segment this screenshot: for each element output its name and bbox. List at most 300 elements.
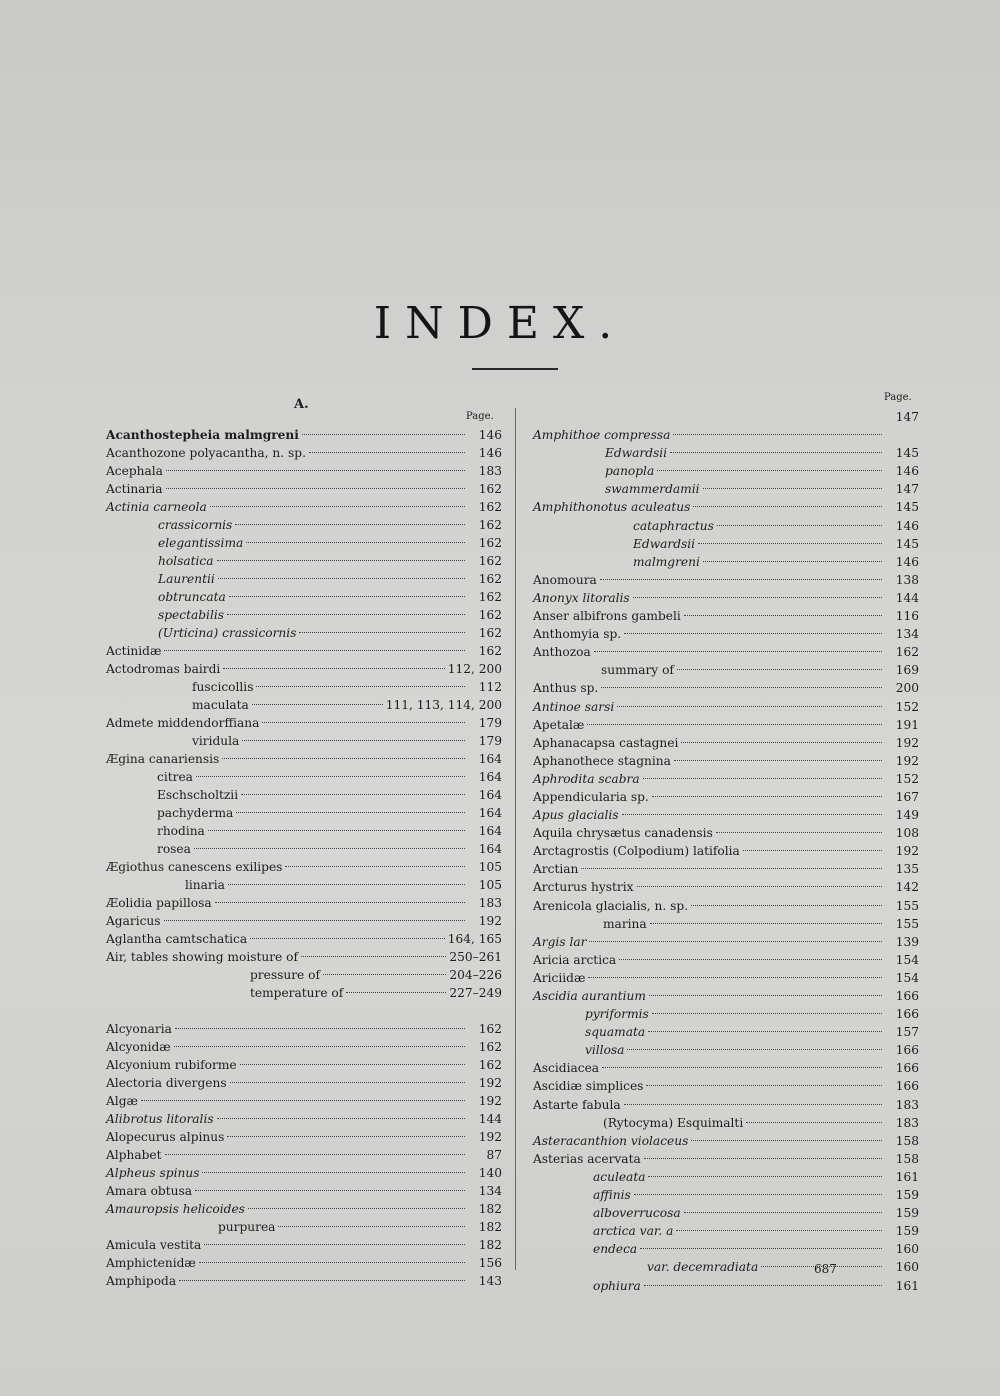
index-entry	[533, 698, 919, 716]
page-ref: 162	[478, 518, 502, 532]
page-ref: 183	[478, 896, 502, 910]
index-entry	[106, 1110, 502, 1128]
index-entry	[106, 1038, 502, 1056]
leader-dots	[681, 742, 882, 743]
index-term: Alcyonidæ	[106, 1040, 171, 1054]
index-term: Actinaria	[106, 482, 163, 496]
index-term: obtruncata	[158, 590, 226, 604]
leader-dots	[602, 1067, 882, 1068]
page-ref: 200	[895, 681, 919, 696]
index-term: panopla	[605, 464, 655, 479]
page-ref: 147	[895, 410, 919, 424]
index-term: maculata	[192, 698, 249, 712]
page-ref: 159	[895, 1224, 919, 1239]
index-term: Amphithonotus aculeatus	[533, 500, 691, 515]
page-ref: 156	[478, 1256, 502, 1270]
leader-dots	[589, 941, 882, 942]
page-ref: 155	[895, 898, 919, 913]
page-ref: 135	[895, 862, 919, 877]
index-term: var. decemradiata	[647, 1260, 759, 1275]
leader-dots	[716, 832, 882, 833]
page-ref: 183	[895, 1115, 919, 1130]
index-entry	[106, 1092, 502, 1110]
page-ref: 162	[478, 572, 502, 586]
index-entry	[106, 642, 502, 660]
leader-dots	[691, 905, 882, 906]
index-term: Air, tables showing moisture of	[106, 950, 298, 964]
index-term: summary of	[601, 663, 674, 678]
page-ref: 183	[478, 464, 502, 478]
index-term: Anthomyia sp.	[533, 627, 622, 642]
index-term: viridula	[192, 734, 240, 748]
index-entry	[533, 878, 919, 896]
index-term: Acephala	[106, 464, 163, 478]
index-entry	[533, 589, 919, 607]
index-term: fuscicollis	[192, 680, 254, 694]
leader-dots	[165, 1154, 465, 1155]
index-entry	[533, 643, 919, 661]
index-entry	[106, 624, 502, 642]
section-letter: A.	[294, 397, 309, 412]
index-entry	[533, 1096, 919, 1114]
page-ref: 183	[895, 1097, 919, 1112]
leader-dots	[252, 704, 383, 705]
page-ref: 108	[895, 826, 919, 841]
index-entry	[533, 860, 919, 878]
leader-dots	[301, 956, 446, 957]
index-term: Alphabet	[106, 1148, 162, 1162]
leader-dots	[235, 524, 465, 525]
leader-dots	[703, 488, 882, 489]
index-term: Arctagrostis (Colpodium) latifolia	[533, 844, 740, 859]
index-term: Algæ	[106, 1094, 138, 1108]
index-term: citrea	[157, 770, 193, 784]
index-term: Anomoura	[533, 572, 597, 587]
index-entry	[106, 678, 502, 696]
index-term: Amphipoda	[106, 1274, 177, 1288]
index-term: temperature of	[250, 986, 344, 1000]
page-ref: 152	[895, 771, 919, 786]
index-entry	[106, 444, 502, 462]
index-entry	[106, 552, 502, 570]
leader-dots	[677, 669, 882, 670]
index-entry	[533, 462, 919, 480]
index-entry	[533, 408, 919, 426]
leader-dots	[670, 452, 882, 453]
page-ref: 164, 165	[447, 932, 502, 946]
index-term: Edwardsii	[633, 536, 696, 551]
page-ref: 116	[895, 609, 919, 624]
page-column-header-right: Page.	[884, 392, 912, 403]
index-entry	[533, 842, 919, 860]
index-term: (Rytocyma) Esquimalti	[603, 1115, 744, 1130]
page-ref: 134	[895, 627, 919, 642]
index-term: Arctian	[533, 862, 579, 877]
leader-dots	[627, 1049, 882, 1050]
index-entry	[106, 948, 502, 966]
index-entry	[533, 1277, 919, 1295]
index-term: swammerdamii	[605, 482, 700, 497]
index-entry	[533, 426, 919, 444]
index-term: Actinia carneola	[106, 500, 207, 514]
page-ref: 155	[895, 916, 919, 931]
index-term: affinis	[593, 1188, 631, 1203]
index-term: Amauropsis helicoides	[106, 1202, 245, 1216]
page-ref: 192	[478, 1076, 502, 1090]
page-ref: 142	[895, 880, 919, 895]
index-term: Aquila chrysætus canadensis	[533, 826, 713, 841]
leader-dots	[217, 560, 466, 561]
index-entry	[106, 966, 502, 984]
leader-dots	[600, 579, 882, 580]
index-term: elegantissima	[158, 536, 244, 550]
index-term: pachyderma	[157, 806, 234, 820]
page-ref: 182	[478, 1238, 502, 1252]
leader-dots	[166, 470, 465, 471]
index-term: spectabilis	[158, 608, 225, 622]
index-term: Asterias acervata	[533, 1151, 641, 1166]
index-term: Laurentii	[158, 572, 215, 586]
leader-dots	[246, 542, 465, 543]
index-entry	[106, 1056, 502, 1074]
page-title: INDEX.	[373, 298, 627, 349]
page-ref: 162	[478, 554, 502, 568]
page-ref: 146	[895, 464, 919, 479]
index-term: marina	[603, 916, 647, 931]
leader-dots	[202, 1172, 465, 1173]
leader-dots	[236, 812, 465, 813]
page-ref: 204–226	[449, 968, 502, 982]
index-entry	[106, 858, 502, 876]
index-entry	[106, 750, 502, 768]
page-ref: 161	[895, 1278, 919, 1293]
index-term: (Urticina) crassicornis	[158, 626, 297, 640]
page-ref: 159	[895, 1188, 919, 1203]
leader-dots	[594, 651, 882, 652]
index-term: alboverrucosa	[593, 1206, 681, 1221]
leader-dots	[624, 633, 882, 634]
index-term: villosa	[585, 1043, 625, 1058]
leader-dots	[285, 866, 465, 867]
index-term: Anonyx litoralis	[533, 590, 630, 605]
leader-dots	[703, 561, 882, 562]
index-entry	[533, 897, 919, 915]
index-entry	[533, 806, 919, 824]
page-ref: 162	[478, 500, 502, 514]
index-term: Astarte fabula	[533, 1097, 621, 1112]
index-term: Ægina canariensis	[106, 752, 220, 766]
leader-dots	[601, 687, 882, 688]
index-term: Anthus sp.	[533, 681, 599, 696]
page-ref: 227–249	[449, 986, 502, 1000]
index-term: malmgreni	[633, 554, 700, 569]
index-term: ophiura	[593, 1278, 641, 1293]
page-ref: 147	[895, 482, 919, 497]
index-entry	[533, 1114, 919, 1132]
leader-dots	[222, 758, 465, 759]
leader-dots	[278, 1226, 465, 1227]
page-ref: 143	[478, 1274, 502, 1288]
leader-dots	[652, 796, 882, 797]
page-ref: 164	[478, 806, 502, 820]
index-entry	[106, 516, 502, 534]
page-ref: 162	[478, 1058, 502, 1072]
page-ref: 145	[895, 536, 919, 551]
index-term: Appendicularia sp.	[533, 789, 649, 804]
leader-dots	[673, 434, 882, 435]
leader-dots	[717, 525, 882, 526]
page-ref: 146	[478, 446, 502, 460]
index-term: squamata	[585, 1025, 646, 1040]
page-ref: 159	[895, 1206, 919, 1221]
page-ref: 192	[478, 1130, 502, 1144]
page-ref: 167	[895, 789, 919, 804]
leader-dots	[693, 506, 882, 507]
leader-dots	[624, 1104, 882, 1105]
leader-dots	[650, 923, 882, 924]
leader-dots	[210, 506, 465, 507]
index-term: cataphractus	[633, 518, 714, 533]
index-entry	[106, 1074, 502, 1092]
page-ref: 192	[895, 844, 919, 859]
page-ref: 166	[895, 1061, 919, 1076]
index-term: Amara obtusa	[106, 1184, 192, 1198]
leader-dots	[228, 884, 465, 885]
leader-dots	[242, 740, 465, 741]
leader-dots	[230, 1082, 465, 1083]
index-entry	[533, 1222, 919, 1240]
page-ref: 179	[478, 716, 502, 730]
index-entry	[106, 1182, 502, 1200]
leader-dots	[141, 1100, 465, 1101]
page-ref: 164	[478, 824, 502, 838]
page-ref: 162	[478, 536, 502, 550]
index-term: Actinidæ	[106, 644, 162, 658]
leader-dots	[637, 886, 883, 887]
index-entry	[533, 517, 919, 535]
index-entry	[533, 1132, 919, 1150]
leader-dots	[619, 959, 882, 960]
leader-dots	[743, 850, 882, 851]
index-term: Aphanacapsa castagnei	[533, 735, 679, 750]
index-entry	[533, 444, 919, 462]
index-entry	[106, 588, 502, 606]
page-ref: 154	[895, 970, 919, 985]
index-term: Aphrodita scabra	[533, 771, 640, 786]
leader-dots	[174, 1046, 465, 1047]
index-entry	[533, 553, 919, 571]
index-entry	[533, 571, 919, 589]
index-entry	[106, 1020, 502, 1038]
index-entry	[106, 570, 502, 588]
page-ref: 87	[486, 1148, 502, 1162]
index-entry	[106, 1164, 502, 1182]
page-ref: 162	[478, 590, 502, 604]
index-column-left	[106, 426, 502, 1290]
index-entry	[106, 930, 502, 948]
leader-dots	[196, 776, 465, 777]
index-entry	[533, 1059, 919, 1077]
index-entry	[106, 1236, 502, 1254]
index-term: Aglantha camtschatica	[106, 932, 248, 946]
page-ref: 152	[895, 699, 919, 714]
page-ref: 134	[478, 1184, 502, 1198]
index-term: Ascidia aurantium	[533, 989, 646, 1003]
index-entry	[533, 788, 919, 806]
leader-dots	[581, 868, 882, 869]
index-entry	[533, 951, 919, 969]
page-ref: 105	[478, 878, 502, 892]
index-entry	[533, 1168, 919, 1186]
page-ref: 182	[478, 1202, 502, 1216]
index-term: Admete middendorffiana	[106, 716, 260, 730]
leader-dots	[256, 686, 465, 687]
page-ref: 166	[895, 1079, 919, 1094]
leader-dots	[227, 614, 465, 615]
leader-dots	[674, 760, 882, 761]
index-entry	[533, 1077, 919, 1095]
leader-dots	[309, 452, 465, 453]
index-entry	[533, 1023, 919, 1041]
index-entry	[533, 498, 919, 516]
page-ref: 157	[895, 1025, 919, 1040]
index-entry	[106, 426, 502, 444]
leader-dots	[302, 434, 465, 435]
index-term: Arenicola glacialis, n. sp.	[533, 898, 689, 913]
leader-dots	[166, 488, 465, 489]
page-ref: 145	[895, 500, 919, 515]
leader-dots	[208, 830, 465, 831]
leader-dots	[746, 1122, 882, 1123]
index-column-right	[533, 408, 919, 1295]
page-ref: 164	[478, 752, 502, 766]
leader-dots	[640, 1248, 882, 1249]
page-ref: 112, 200	[447, 662, 502, 676]
page-ref: 164	[478, 788, 502, 802]
index-term: Arcturus hystrix	[533, 880, 634, 895]
leader-dots	[215, 902, 465, 903]
index-term: Antinoe sarsi	[533, 699, 615, 714]
leader-dots	[199, 1262, 465, 1263]
page-ref: 164	[478, 842, 502, 856]
leader-dots	[229, 596, 465, 597]
index-term: aculeata	[593, 1169, 646, 1184]
page-ref: 182	[478, 1220, 502, 1234]
page-ref: 169	[895, 663, 919, 678]
page-column-header-left: Page.	[466, 411, 494, 422]
index-term: Æolidia papillosa	[106, 896, 212, 910]
index-term: pyriformis	[585, 1007, 649, 1022]
leader-dots	[227, 1136, 465, 1137]
leader-dots	[299, 632, 465, 633]
leader-dots	[633, 597, 882, 598]
index-entry	[533, 933, 919, 951]
index-term: Eschscholtzii	[157, 788, 239, 802]
leader-dots	[175, 1028, 465, 1029]
index-term: Ægiothus canescens exilipes	[106, 860, 283, 874]
index-term: purpurea	[218, 1220, 276, 1234]
index-entry	[106, 768, 502, 786]
page-ref: 138	[895, 572, 919, 587]
index-term: Edwardsii	[605, 446, 668, 461]
leader-dots	[195, 1190, 465, 1191]
index-entry	[533, 752, 919, 770]
leader-dots	[622, 814, 882, 815]
page-ref: 146	[478, 428, 502, 442]
column-divider	[515, 408, 516, 1270]
leader-dots	[657, 470, 882, 471]
leader-dots	[684, 615, 882, 616]
page-ref: 166	[895, 1007, 919, 1022]
page-ref: 179	[478, 734, 502, 748]
index-entry	[106, 1200, 502, 1218]
leader-dots	[346, 992, 446, 993]
page-ref: 162	[478, 1022, 502, 1036]
leader-dots	[241, 794, 465, 795]
page-ref: 158	[895, 1133, 919, 1148]
index-entry	[533, 1204, 919, 1222]
index-term: crassicornis	[158, 518, 233, 532]
index-term: Aphanothece stagnina	[533, 753, 671, 768]
index-entry	[106, 1146, 502, 1164]
index-term: Alectoria divergens	[106, 1076, 227, 1090]
page-ref: 160	[895, 1260, 919, 1275]
index-term: pressure of	[250, 968, 320, 982]
index-term: Acanthozone polyacantha, n. sp.	[106, 446, 306, 460]
index-term: Alpheus spinus	[106, 1166, 200, 1180]
leader-dots	[240, 1064, 465, 1065]
page-ref: 144	[478, 1112, 502, 1126]
index-term: Alcyonaria	[106, 1022, 172, 1036]
index-term: rhodina	[157, 824, 205, 838]
index-entry	[106, 894, 502, 912]
index-term: Agaricus	[106, 914, 161, 928]
leader-dots	[587, 724, 882, 725]
page-ref: 139	[895, 934, 919, 949]
index-entry	[106, 1128, 502, 1146]
index-entry	[106, 732, 502, 750]
index-entry	[533, 607, 919, 625]
page-ref: 164	[478, 770, 502, 784]
index-entry	[106, 804, 502, 822]
index-term: Ascidiæ simplices	[533, 1079, 644, 1094]
index-entry	[533, 1150, 919, 1168]
index-term: Actodromas bairdi	[106, 662, 221, 676]
page-ref: 111, 113, 114, 200	[385, 698, 502, 712]
leader-dots	[648, 1176, 882, 1177]
index-term: Anser albifrons gambeli	[533, 609, 681, 624]
leader-dots	[644, 1158, 882, 1159]
index-entry	[106, 1254, 502, 1272]
index-term: Apus glacialis	[533, 808, 619, 823]
index-entry	[106, 714, 502, 732]
index-term: endeca	[593, 1242, 638, 1257]
leader-dots	[164, 650, 465, 651]
page-ref: 192	[895, 735, 919, 750]
page-ref: 149	[895, 808, 919, 823]
index-entry	[533, 969, 919, 987]
leader-dots	[684, 1212, 882, 1213]
leader-dots	[649, 995, 882, 996]
index-entry	[106, 534, 502, 552]
leader-dots	[223, 668, 444, 669]
index-entry	[533, 661, 919, 679]
index-entry	[106, 984, 502, 1002]
page-ref: 162	[478, 1040, 502, 1054]
page-ref: 191	[895, 717, 919, 732]
leader-dots	[644, 1285, 882, 1286]
index-entry	[106, 660, 502, 678]
